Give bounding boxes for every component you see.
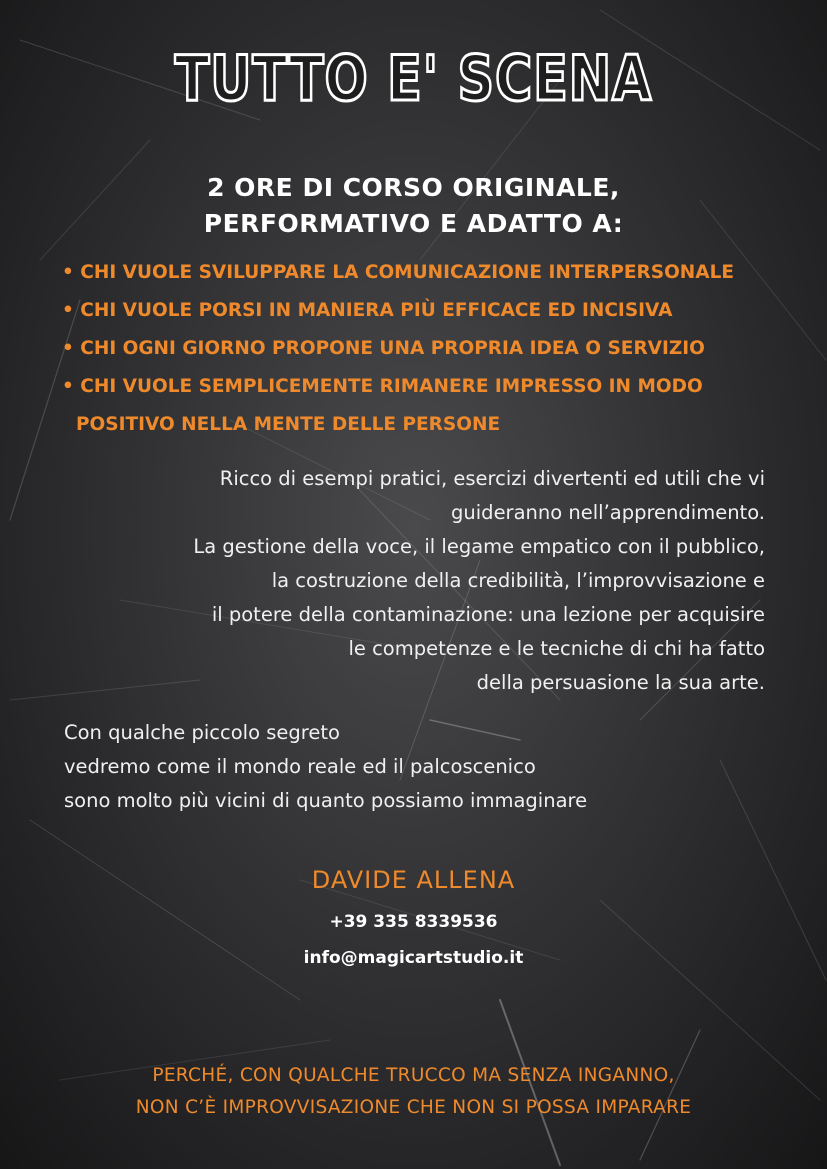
instructor-name: DAVIDE ALLENA bbox=[311, 866, 516, 894]
closing-tagline bbox=[0, 1060, 827, 1124]
email-address[interactable]: info@magicartstudio.it bbox=[303, 948, 524, 968]
subtitle-line-2: PERFORMATIVO E ADATTO A: bbox=[203, 209, 624, 238]
secret-line: vedremo come il mondo reale ed il palcoscenico bbox=[64, 755, 536, 778]
secret-line: Con qualche piccolo segreto bbox=[64, 721, 340, 744]
closing-line-2: NON C’È IMPROVVISAZIONE CHE NON SI POSSA IMPARARE bbox=[135, 1097, 692, 1118]
subtitle-line-1: 2 ORE DI CORSO ORIGINALE, bbox=[207, 173, 620, 202]
course-description bbox=[45, 462, 765, 700]
closing-line-1: PERCHÉ, CON QUALCHE TRUCCO MA SENZA INGANNO, bbox=[152, 1065, 675, 1086]
audience-item: • CHI OGNI GIORNO PROPONE UNA PROPRIA IDEA O SERVIZIO bbox=[62, 338, 705, 359]
description-line: Ricco di esempi pratici, esercizi divertenti ed utili che vi bbox=[219, 467, 765, 490]
description-line: La gestione della voce, il legame empatico con il pubblico, bbox=[193, 535, 765, 558]
description-line: il potere della contaminazione: una lezione per acquisire bbox=[211, 603, 765, 626]
description-line: la costruzione della credibilità, l’improvvisazione e bbox=[271, 569, 765, 592]
audience-item: • CHI VUOLE PORSI IN MANIERA PIÙ EFFICACE ED INCISIVA bbox=[62, 300, 673, 321]
description-line: guideranno nell’apprendimento. bbox=[451, 501, 765, 524]
flyer-title: TUTTO E' SCENA bbox=[174, 42, 653, 115]
secret-paragraph bbox=[64, 716, 784, 818]
secret-line: sono molto più vicini di quanto possiamo immaginare bbox=[64, 789, 588, 812]
description-line: della persuasione la sua arte. bbox=[476, 671, 765, 694]
audience-list bbox=[62, 254, 802, 444]
phone-number[interactable]: +39 335 8339536 bbox=[329, 912, 498, 932]
audience-item: • CHI VUOLE SEMPLICEMENTE RIMANERE IMPRESSO IN MODO bbox=[62, 376, 703, 397]
audience-item-continuation: POSITIVO NELLA MENTE DELLE PERSONE bbox=[76, 414, 501, 435]
audience-item: • CHI VUOLE SVILUPPARE LA COMUNICAZIONE INTERPERSONALE bbox=[62, 262, 735, 283]
course-subtitle bbox=[0, 170, 827, 242]
description-line: le competenze e le tecniche di chi ha fatto bbox=[348, 637, 765, 660]
